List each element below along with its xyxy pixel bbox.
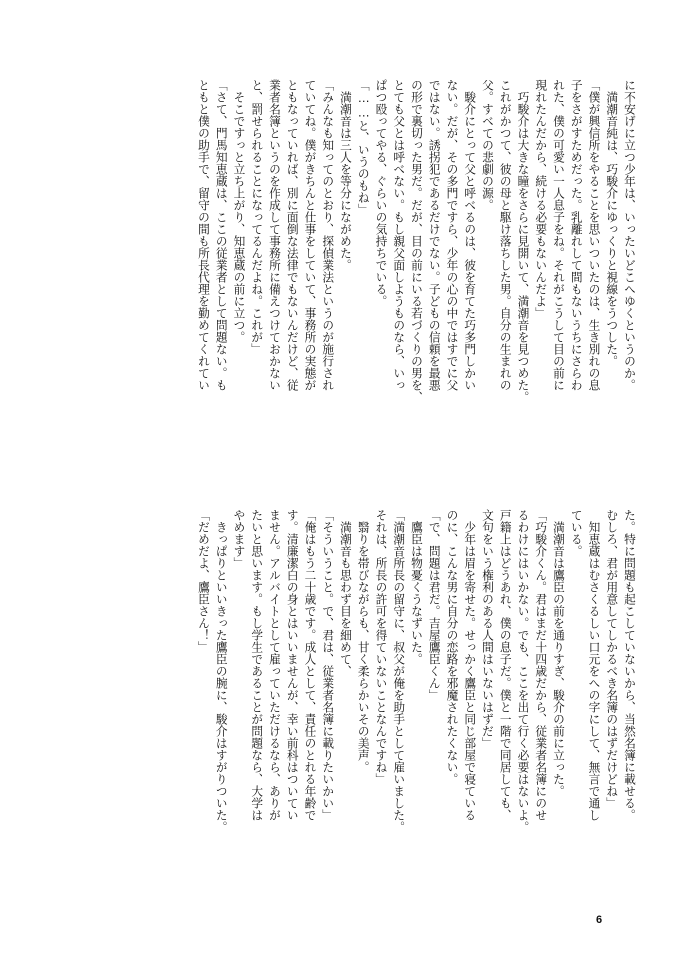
text-column: 文句をいう権利のある人間はいないはずだ」 bbox=[481, 509, 495, 749]
text-column: 「巧駿介くん。君はまだ十四歳だから、従業者名簿にのせ bbox=[534, 509, 549, 821]
text-column: ではない。誘拐犯であるだけでない。子どもの信頼を最悪 bbox=[427, 79, 442, 391]
text-column: 巧駿介は大きな瞳をさらに見開いて、満潮音を見つめた。 bbox=[516, 79, 531, 403]
text-column: 戸籍上はどうあれ、僕の息子だ。僕と一階で同居しても、 bbox=[498, 509, 513, 821]
text-column: の形で裏切った男だ。だが、目の前にいる若づくりの男を、 bbox=[410, 79, 424, 403]
text-column: それは、所長の許可を得ていないことなんですね」 bbox=[374, 509, 389, 785]
text-column: ともと僕の助手で、留守の間も所長代理を勤めてくれてい bbox=[197, 79, 211, 391]
text-column: 「僕が興信所をやることを思いついたのは、生き別れの息 bbox=[587, 79, 602, 391]
text-column: 「みんなも知ってのとおり、探偵業法というのが施行され bbox=[321, 79, 336, 391]
text-column: 父。すべての悲劇の源。 bbox=[481, 79, 495, 211]
page-number: 6 bbox=[596, 914, 603, 926]
text-column: ません。アルバイトとして雇っていただけるなら、ありが bbox=[268, 509, 282, 821]
text-column: 業者名簿というのを作成して事務所に備えつけておかない bbox=[268, 79, 282, 391]
text-column: 満潮音純は、巧駿介にゆっくりと視線をうつした。 bbox=[605, 79, 620, 367]
text-column: 満潮音は三人を等分にながめた。 bbox=[339, 79, 353, 271]
top-text-block bbox=[194, 79, 638, 474]
text-column: きっぱりといいきった鷹臣の腕に、駿介はすがりついた。 bbox=[214, 509, 229, 833]
text-column: 翳りを帯びながらも、甘く柔らかいその美声。 bbox=[356, 509, 371, 773]
text-column: るわけにはいかない。でも、ここを出て行く必要はないよ。 bbox=[516, 509, 531, 833]
text-column: 「さて、門馬知恵蔵は、ここの従業者として問題ない。も bbox=[214, 79, 229, 391]
text-column: ぱつ殴ってやる、ぐらいの気持ちでいる。 bbox=[374, 79, 389, 307]
text-column: 満潮音も思わず目を細めて、 bbox=[339, 509, 353, 677]
text-column: 子をさがすためだった。乳離れして間もないうちにさらわ bbox=[569, 79, 584, 391]
text-column: 現れたんだから、続ける必要もないんだよ」 bbox=[534, 79, 549, 319]
text-column: 満潮音は鷹臣の前を通りすぎ、駿介の前に立った。 bbox=[552, 509, 566, 797]
text-column: 知恵蔵はむさくるしい口元をへの字にして、無言で通し bbox=[587, 509, 602, 821]
text-column: 「俺はもう二十歳です。成人として、責任のとれる年齢で bbox=[303, 509, 318, 821]
text-column: これがかつて、彼の母と駆け落ちした男。自分の生まれの bbox=[498, 79, 513, 391]
text-column: ていてね。僕がきちんと仕事をしていて、事務所の実態が bbox=[303, 79, 318, 391]
text-column: 少年は眉を寄せた。せっかく鷹臣と同じ部屋で寝ている bbox=[463, 509, 478, 821]
text-column: ている。 bbox=[569, 509, 584, 557]
text-column: 「そういうこと。で、君は、従業者名簿に載りたいかい」 bbox=[321, 509, 336, 821]
text-column: 「だめだよ、鷹臣さん！」 bbox=[197, 509, 211, 653]
text-column: のに、こんな男に自分の恋路を邪魔されたくない。 bbox=[445, 509, 460, 785]
bottom-text-block bbox=[194, 509, 638, 904]
text-column: 駿介にとって父と呼べるのは、彼を育てた巧多門しかい bbox=[463, 79, 478, 391]
text-column: 「で、問題は君だ。吉屋鷹臣くん」 bbox=[427, 509, 442, 701]
text-column: とても父とは呼べない。もし親父面しようものなら、いっ bbox=[392, 79, 407, 391]
text-column: 「満潮音所長の留守に、叔父が俺を助手として雇いました。 bbox=[392, 509, 407, 833]
text-column: 「……と、いうのもね」 bbox=[356, 79, 371, 216]
text-column: れた、僕の可愛い一人息子をね。それがこうして目の前に bbox=[552, 79, 566, 391]
text-column: す。清廉潔白の身とはいいませんが、幸い前科はついてい bbox=[285, 509, 300, 821]
text-column: 鷹臣は物憂くうなずいた。 bbox=[410, 509, 424, 665]
text-column: に不安げに立つ少年は、いったいどこへゆくというのか。 bbox=[623, 79, 637, 391]
text-column: ない。だが、その多門ですら、少年の心の中ではすでに父 bbox=[445, 79, 460, 391]
text-column: やめます」 bbox=[232, 509, 247, 569]
text-column: ともなっていれば、別に面倒な法律でもないんだけど、従 bbox=[285, 79, 300, 391]
text-column: たいと思います。もし学生であることが問題なら、大学は bbox=[250, 509, 265, 821]
text-column: そこですっと立ち上がり、知恵蔵の前に立つ。 bbox=[232, 79, 247, 343]
text-column: と、罰せられることになってるんだよね。これが」 bbox=[250, 79, 265, 355]
text-column: た。特に問題も起こしていないから、当然名簿に載せる。 bbox=[623, 509, 637, 821]
text-column: むしろ、君が用意してしかるべき名簿のはずだけどね」 bbox=[605, 509, 620, 809]
